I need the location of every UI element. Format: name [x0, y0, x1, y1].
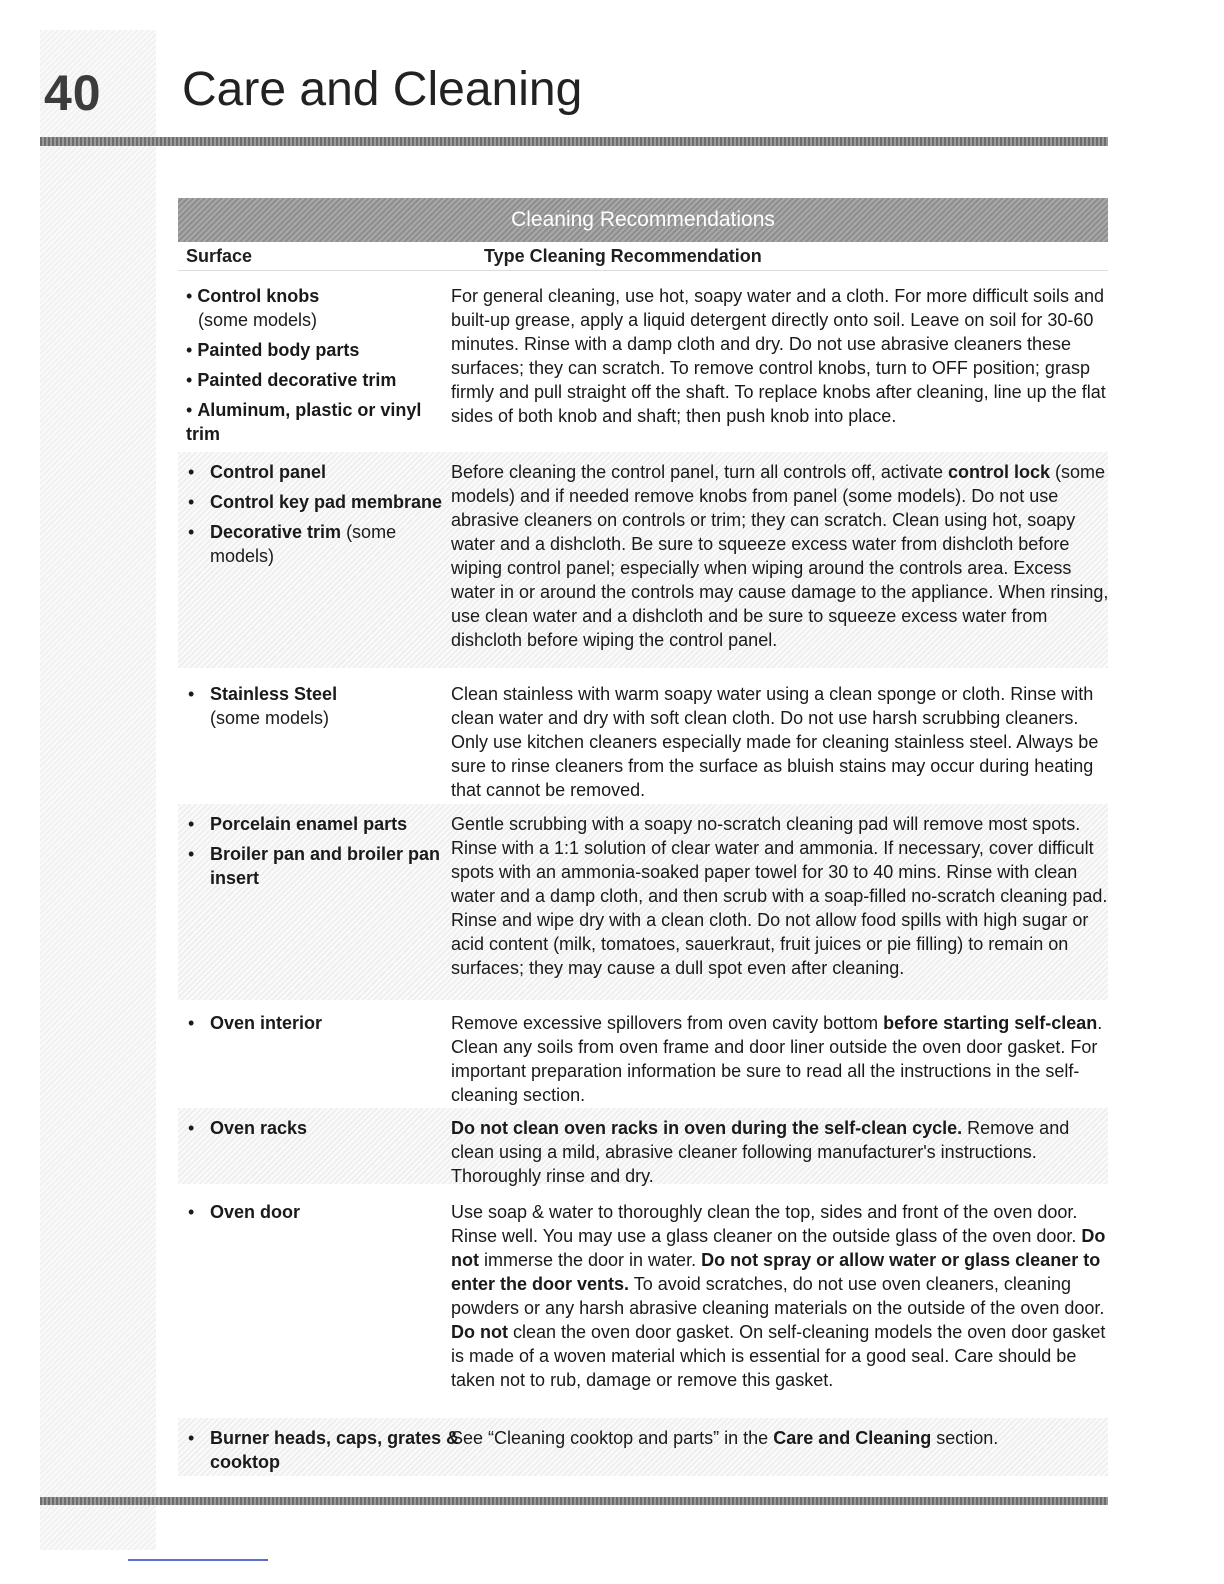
surface-cell	[186, 1200, 465, 1230]
surface-cell	[186, 1011, 465, 1041]
surface-name: Oven interior	[210, 1013, 323, 1033]
surface-item	[186, 338, 441, 362]
bullet-icon: •	[188, 462, 195, 482]
recommendation-text: clean the oven door gasket. On self-cleaning models the oven door gasket is made of a woven material which is essential for a good seal. Care should be taken not to rub, damage or remove this gasket.	[451, 1322, 1106, 1390]
bullet-icon: •	[186, 400, 198, 420]
surface-item	[188, 1116, 465, 1140]
bottom-divider	[40, 1497, 1108, 1505]
recommendation-text: (some models) and if needed remove knobs from panel (some models). Do not use abrasive cleaners on controls or trim; they can scratch. Clean using hot, soapy water and a dishcloth. Be sure to squeeze excess water from dishcloth before wiping control panel; especially when wiping around the controls area. Excess water in or around the controls may cause damage to the appliance. When rinsing, use clean water and a dishcloth and be sure to squeeze excess water from dishcloth before wiping the control panel.	[451, 462, 1109, 650]
recommendation-cell	[451, 1426, 1111, 1450]
table-row	[178, 1003, 1108, 1107]
surface-name: Oven racks	[210, 1118, 308, 1138]
table-row	[178, 276, 1108, 448]
column-header-surface: Surface	[186, 246, 253, 266]
surface-name: Control panel	[210, 462, 326, 482]
side-texture-strip	[40, 30, 156, 1550]
recommendation-text: before starting self-clean	[883, 1013, 1098, 1033]
surface-name: Painted body parts	[197, 340, 360, 360]
surface-cell	[186, 682, 465, 736]
recommendation-cell	[451, 1200, 1111, 1392]
recommendation-text: control lock	[947, 462, 1050, 482]
surface-item	[188, 682, 465, 730]
bullet-icon: •	[188, 1428, 195, 1448]
surface-item	[188, 460, 465, 484]
surface-item	[188, 520, 465, 568]
recommendation-cell	[451, 460, 1111, 652]
surface-cell	[186, 460, 465, 574]
recommendation-cell	[451, 284, 1111, 428]
recommendation-text: Care and Cleaning	[773, 1428, 932, 1448]
surface-item	[188, 490, 465, 514]
surface-note: (some models)	[210, 522, 397, 566]
recommendation-cell	[451, 1011, 1111, 1107]
bullet-icon: •	[188, 522, 195, 542]
bullet-icon: •	[186, 286, 198, 306]
recommendation-cell	[451, 1116, 1111, 1188]
column-header-type: Type Cleaning Recommendation	[484, 246, 762, 266]
page-title: Care and Cleaning	[182, 63, 583, 116]
surface-name: Aluminum, plastic or vinyl trim	[186, 400, 422, 444]
recommendation-text: Remove excessive spillovers from oven cavity bottom	[451, 1013, 884, 1033]
recommendation-text: immerse the door in water.	[478, 1250, 702, 1270]
table-row	[178, 1418, 1108, 1476]
surface-cell	[186, 812, 465, 896]
header-divider	[178, 270, 1108, 271]
recommendation-text: Clean stainless with warm soapy water using a clean sponge or cloth. Rinse with clean water and dry with soft clean cloth. Do not use harsh scrubbing cleaners. Only use kitchen cleaners especially made for cleaning stainless steel. Always be sure to rinse cleaners from the surface as bluish stains may occur during heating that cannot be removed.	[451, 684, 1099, 800]
recommendation-text: To avoid scratches, do not use oven cleaners, cleaning powders or any harsh abrasive cleaning materials on the outside of the oven door.	[451, 1274, 1105, 1318]
bullet-icon: •	[188, 1118, 195, 1138]
bullet-icon: •	[188, 1013, 195, 1033]
recommendation-text: Remove and clean using a mild, abrasive cleaner following manufacturer's instructions. Thoroughly rinse and dry.	[451, 1118, 1070, 1186]
recommendation-text: . Clean any soils from oven frame and door liner outside the oven door gasket. For important preparation information be sure to read all the instructions in the self-cleaning section.	[451, 1013, 1103, 1105]
surface-note: (some models)	[210, 708, 330, 728]
bullet-icon: •	[188, 1202, 195, 1222]
table-row	[178, 674, 1108, 802]
top-divider	[40, 137, 1108, 146]
surface-item	[186, 284, 441, 332]
surface-item	[188, 812, 465, 836]
table-row	[178, 1108, 1108, 1184]
surface-cell	[186, 1426, 465, 1480]
surface-item	[186, 368, 441, 392]
recommendation-text: Do not	[451, 1226, 1106, 1270]
surface-note: (some models)	[198, 310, 318, 330]
surface-item	[188, 1200, 465, 1224]
surface-item	[188, 842, 465, 890]
recommendation-text: Gentle scrubbing with a soapy no-scratch cleaning pad will remove most spots. Rinse with a 1:1 solution of clear water and ammonia. If necessary, cover difficult spots with an ammonia-soaked paper towel for 30 to 40 mins. Rinse with clean water and a damp cloth, and then scrub with a soap-filled no-scratch cleaning pad. Rinse and wipe dry with a clean cloth. Do not allow food spills with high sugar or acid content (milk, tomatoes, sauerkraut, fruit juices or pie filling) to remain on surfaces; they may cause a dull spot even after cleaning.	[451, 814, 1108, 978]
recommendation-text: Use soap & water to thoroughly clean the top, sides and front of the oven door. Rinse well. You may use a glass cleaner on the outside glass of the oven door.	[451, 1202, 1082, 1246]
surface-name: Painted decorative trim	[197, 370, 397, 390]
footer-link-line	[128, 1559, 268, 1561]
table-row	[178, 804, 1108, 1000]
surface-name: Stainless Steel	[210, 684, 338, 704]
surface-name: Decorative trim	[210, 522, 342, 542]
table-row	[178, 452, 1108, 668]
recommendation-text: See “Cleaning cooktop and parts” in the	[451, 1428, 774, 1448]
recommendation-text: Do not clean oven racks in oven during the self-clean cycle.	[451, 1118, 963, 1138]
recommendation-text: Do not	[451, 1322, 508, 1342]
surface-name: Broiler pan and broiler pan insert	[210, 844, 441, 888]
surface-name: Control key pad membrane	[210, 492, 443, 512]
bullet-icon: •	[186, 370, 198, 390]
bullet-icon: •	[188, 814, 195, 834]
surface-cell	[186, 284, 441, 452]
table-row	[178, 1192, 1108, 1412]
surface-cell	[186, 1116, 465, 1146]
recommendation-cell	[451, 682, 1111, 802]
bullet-icon: •	[186, 340, 198, 360]
table-banner: Cleaning Recommendations	[178, 198, 1108, 242]
page-number: 40	[44, 65, 102, 121]
bullet-icon: •	[188, 684, 195, 704]
surface-name: Burner heads, caps, grates & cooktop	[210, 1428, 460, 1472]
surface-name: Porcelain enamel parts	[210, 814, 408, 834]
surface-name: Oven door	[210, 1202, 301, 1222]
bullet-icon: •	[188, 844, 195, 864]
surface-item	[186, 398, 441, 446]
surface-item	[188, 1426, 465, 1474]
recommendation-text: Before cleaning the control panel, turn all controls off, activate	[451, 462, 948, 482]
recommendation-cell	[451, 812, 1111, 980]
bullet-icon: •	[188, 492, 195, 512]
surface-name: Control knobs	[197, 286, 320, 306]
recommendation-text: Do not spray or allow water or glass cleaner to enter the door vents.	[451, 1250, 1101, 1294]
surface-item	[188, 1011, 465, 1035]
recommendation-text: section.	[931, 1428, 999, 1448]
recommendation-text: For general cleaning, use hot, soapy water and a cloth. For more difficult soils and built-up grease, apply a liquid detergent directly onto soil. Leave on soil for 30-60 minutes. Rinse with a damp cloth and dry. Do not use abrasive cleaners these surfaces; they can scratch. To remove control knobs, turn to OFF position; grasp firmly and pull straight off the shaft. To replace knobs after cleaning, line up the flat sides of both knob and shaft; then push knob into place.	[451, 286, 1106, 426]
